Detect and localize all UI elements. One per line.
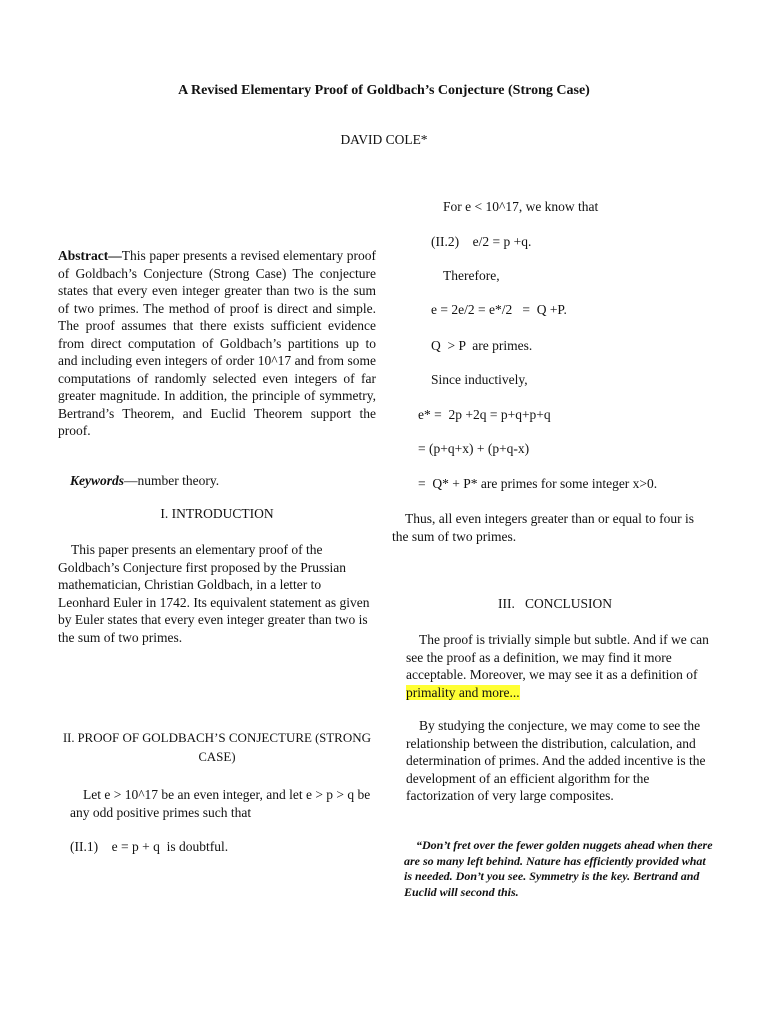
right-line-3: Therefore, [443,268,500,283]
paper-title: A Revised Elementary Proof of Goldbach’s Conjecture (Strong Case) [178,83,590,98]
conclusion-paragraph-1 [406,631,710,701]
section2-heading-part: ASE [206,748,232,764]
keywords [70,472,376,490]
conclusion-heading: III. CONCLUSION [498,596,612,611]
abstract-text: This paper presents a revised elementary proof of Goldbach’s Conjecture (Strong Case) The conjecture states that every even integer greater than two is the sum of two primes. The method of proof is direct and simple. The proof assumes that there exists sufficient evidence from direct computation of Goldbach’s partitions up to and including even integers of order 10^17 and from some computations of randomly selected even integers of far greater magnitude. In addition, the principle of symmetry, Bertrand’s Theorem, and Euclid Theorem support the proof. [58,248,376,438]
equation-ii1: (II.1) e = p + q is doubtful. [70,839,229,854]
introduction-heading: I. INTRODUCTION [160,506,274,521]
section2-heading-part: II. P [63,731,85,745]
right-line-8: = (p+q+x) + (p+q-x) [418,441,530,456]
section2-heading-part: (S [311,731,327,745]
right-line-7: e* = 2p +2q = p+q+p+q [418,407,551,422]
section2-heading-part: G [139,731,152,745]
right-line-6: Since inductively, [431,372,528,387]
section2-heading-part: ) [231,749,236,764]
introduction-paragraph: This paper presents an elementary proof of the Goldbach’s Conjecture first proposed by the Prussian mathematician, Christian Goldbach, in a letter to Leonhard Euler in 1742. Its equivalent statement as given by Euler states that every even integer greater than two is the sum of two primes. [58,542,370,645]
closing-quote: “Don’t fret over the fewer golden nuggets ahead when there are so many left behind. Nature has efficiently provided what is needed. Don’t you see. Symmetry is the key. Bertrand and Euclid will second this. [404,838,713,899]
section2-heading-part: TRONG [326,730,371,745]
section2-heading [58,729,376,766]
section2-heading-part: OLDBACH’S CONJECTURE [151,730,312,745]
equation-ii2: (II.2) e/2 = p +q. [431,234,532,249]
abstract [58,247,376,440]
section2-heading-part: ROOF OF [84,730,140,745]
highlighted-text: primality and more... [406,684,520,700]
conclusion-paragraph-2: By studying the conjecture, we may come to see the relationship between the distribution, calculation, and determination of primes. And the added incentive is the development of an efficient algorithm for the factorization of very large composites. [406,718,706,803]
author-name: DAVID COLE* [340,132,428,147]
right-line-4: e = 2e/2 = e*/2 = Q +P. [431,302,567,317]
conclusion-p1-text: The proof is trivially simple but subtle. And if we can see the proof as a definition, we may find it more acceptable. Moreover, we may see it as a definition of [406,632,709,682]
right-line-5: Q > P are primes. [431,338,533,353]
section2-paragraph: Let e > 10^17 be an even integer, and let e > p > q be any odd positive primes such that [70,787,371,820]
keywords-label: Keywords [70,473,124,488]
keywords-text: —number theory. [124,473,220,488]
section2-heading-part: C [198,749,207,764]
right-line-9: = Q* + P* are primes for some integer x>0. [418,476,658,491]
thus-paragraph: Thus, all even integers greater than or equal to four is the sum of two primes. [392,511,695,544]
abstract-label: Abstract— [58,248,122,263]
right-line-1: For e < 10^17, we know that [443,199,599,214]
